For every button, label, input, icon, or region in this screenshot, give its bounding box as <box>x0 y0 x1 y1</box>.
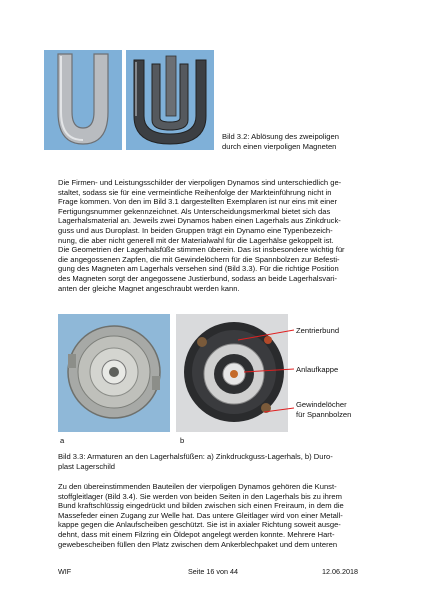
text-line: guss und aus Duroplast. In beiden Gruppen trägt ein Dynamo eine Typenbezeich- <box>58 225 333 235</box>
text-line: Fertigungsnummer gekennzeichnet. Als Unterscheidungsmerkmal bietet sich das <box>58 206 331 216</box>
caption-line: Bild 3.2: Ablösung des zweipoligen <box>222 132 339 141</box>
text-line: Die Geometrien der Lagerhalsfüße stimmen überein. Das ist insbesondere wichtig für <box>58 245 345 255</box>
text-line: gung des Magneten am Lagerhals versehen sind (Bild 3.3). Für die richtige Position <box>58 264 339 274</box>
text-line: die angegossenen Zapfen, die mit Gewindelöchern für die Spannbolzen zur Befesti- <box>58 254 340 264</box>
text-line: Zu den übereinstimmenden Bauteilen der vierpoligen Dynamos gehören die Kunst- <box>58 482 337 491</box>
text-line: Die Firmen- und Leistungsschilder der vierpoligen Dynamos sind unterschiedlich ge- <box>58 178 342 187</box>
footer-left: WIF <box>58 567 72 576</box>
text-line: des Magneten sorgt der angegossene Justierbund, sodass an beide Lagerhalsvari- <box>58 273 338 283</box>
magnet-photo-4pole <box>126 50 214 150</box>
text-line: Frage kommen. Von den im Bild 3.1 dargestellten Exemplaren ist nur eins mit einer <box>58 197 337 207</box>
text-line: kappe gegen die Anlaufscheiben geschützt. Sie ist in axialer Richtung soweit ausge- <box>58 520 341 530</box>
annotation-spannbolzen: für Spannbolzen <box>296 410 352 419</box>
text-line: gewebescheiben füllen den Platz zwischen dem Ankerblechpaket und dem unteren <box>58 539 338 549</box>
text-line: Massefeder einen Zugang zur Welle hat. Das untere Gleitlager wird von einer Metall- <box>58 510 343 520</box>
text-line: Lagerhalsmaterial an. Jeweils zwei Dynamos haben einen Lagerhals aus Zinkdruck- <box>58 216 341 226</box>
figure-label-b: b <box>180 436 185 445</box>
caption-line: durch einen vierpoligen Magneten <box>222 141 337 151</box>
annotation-leaders <box>220 322 300 422</box>
footer-page-number: Seite 16 von 44 <box>188 567 238 576</box>
body-paragraph-2 <box>58 482 344 549</box>
text-line: dehnt, dass mit einem Filzring ein Öldepot angelegt werden konnte. Mehrere Hart- <box>58 529 335 539</box>
annotation-gewindeloecher: Gewindelöcher <box>296 400 347 409</box>
text-line: staltet, sodass sie für eine vermeintliche Reihenfolge der Markteinführung nicht in <box>58 187 332 197</box>
annotation-anlaufkappe: Anlaufkappe <box>296 365 339 374</box>
magnet-photo-2pole <box>44 50 122 150</box>
text-line: anten der gleiche Magnet angeschraubt werden kann. <box>58 283 240 293</box>
caption-line: Bild 3.3: Armaturen an den Lagerhalsfüßen: a) Zinkdruckguss-Lagerhals, b) Duro- <box>58 452 333 461</box>
text-line: stoffgleitlager (Bild 3.4). Sie werden von beiden Seiten in den Lagerhals bis zu ihrem <box>58 491 342 501</box>
caption-line: plast Lagerschild <box>58 461 115 471</box>
figure-3-2-caption <box>222 132 339 151</box>
footer-date: 12.06.2018 <box>322 567 358 576</box>
body-paragraph-1 <box>58 178 345 293</box>
bearing-photo-zinc <box>58 314 170 432</box>
figure-3-3-caption <box>58 452 333 471</box>
figure-label-a: a <box>60 436 65 445</box>
annotation-zentrierbund: Zentrierbund <box>296 326 340 335</box>
text-line: Bund kraftschlüssig eingedrückt und bilden zwischen sich einen Freiraum, in dem die <box>58 501 344 511</box>
text-line: nung, die aber nicht generell mit der Materialwahl für die Lagerhälse gekoppelt ist. <box>58 235 334 245</box>
